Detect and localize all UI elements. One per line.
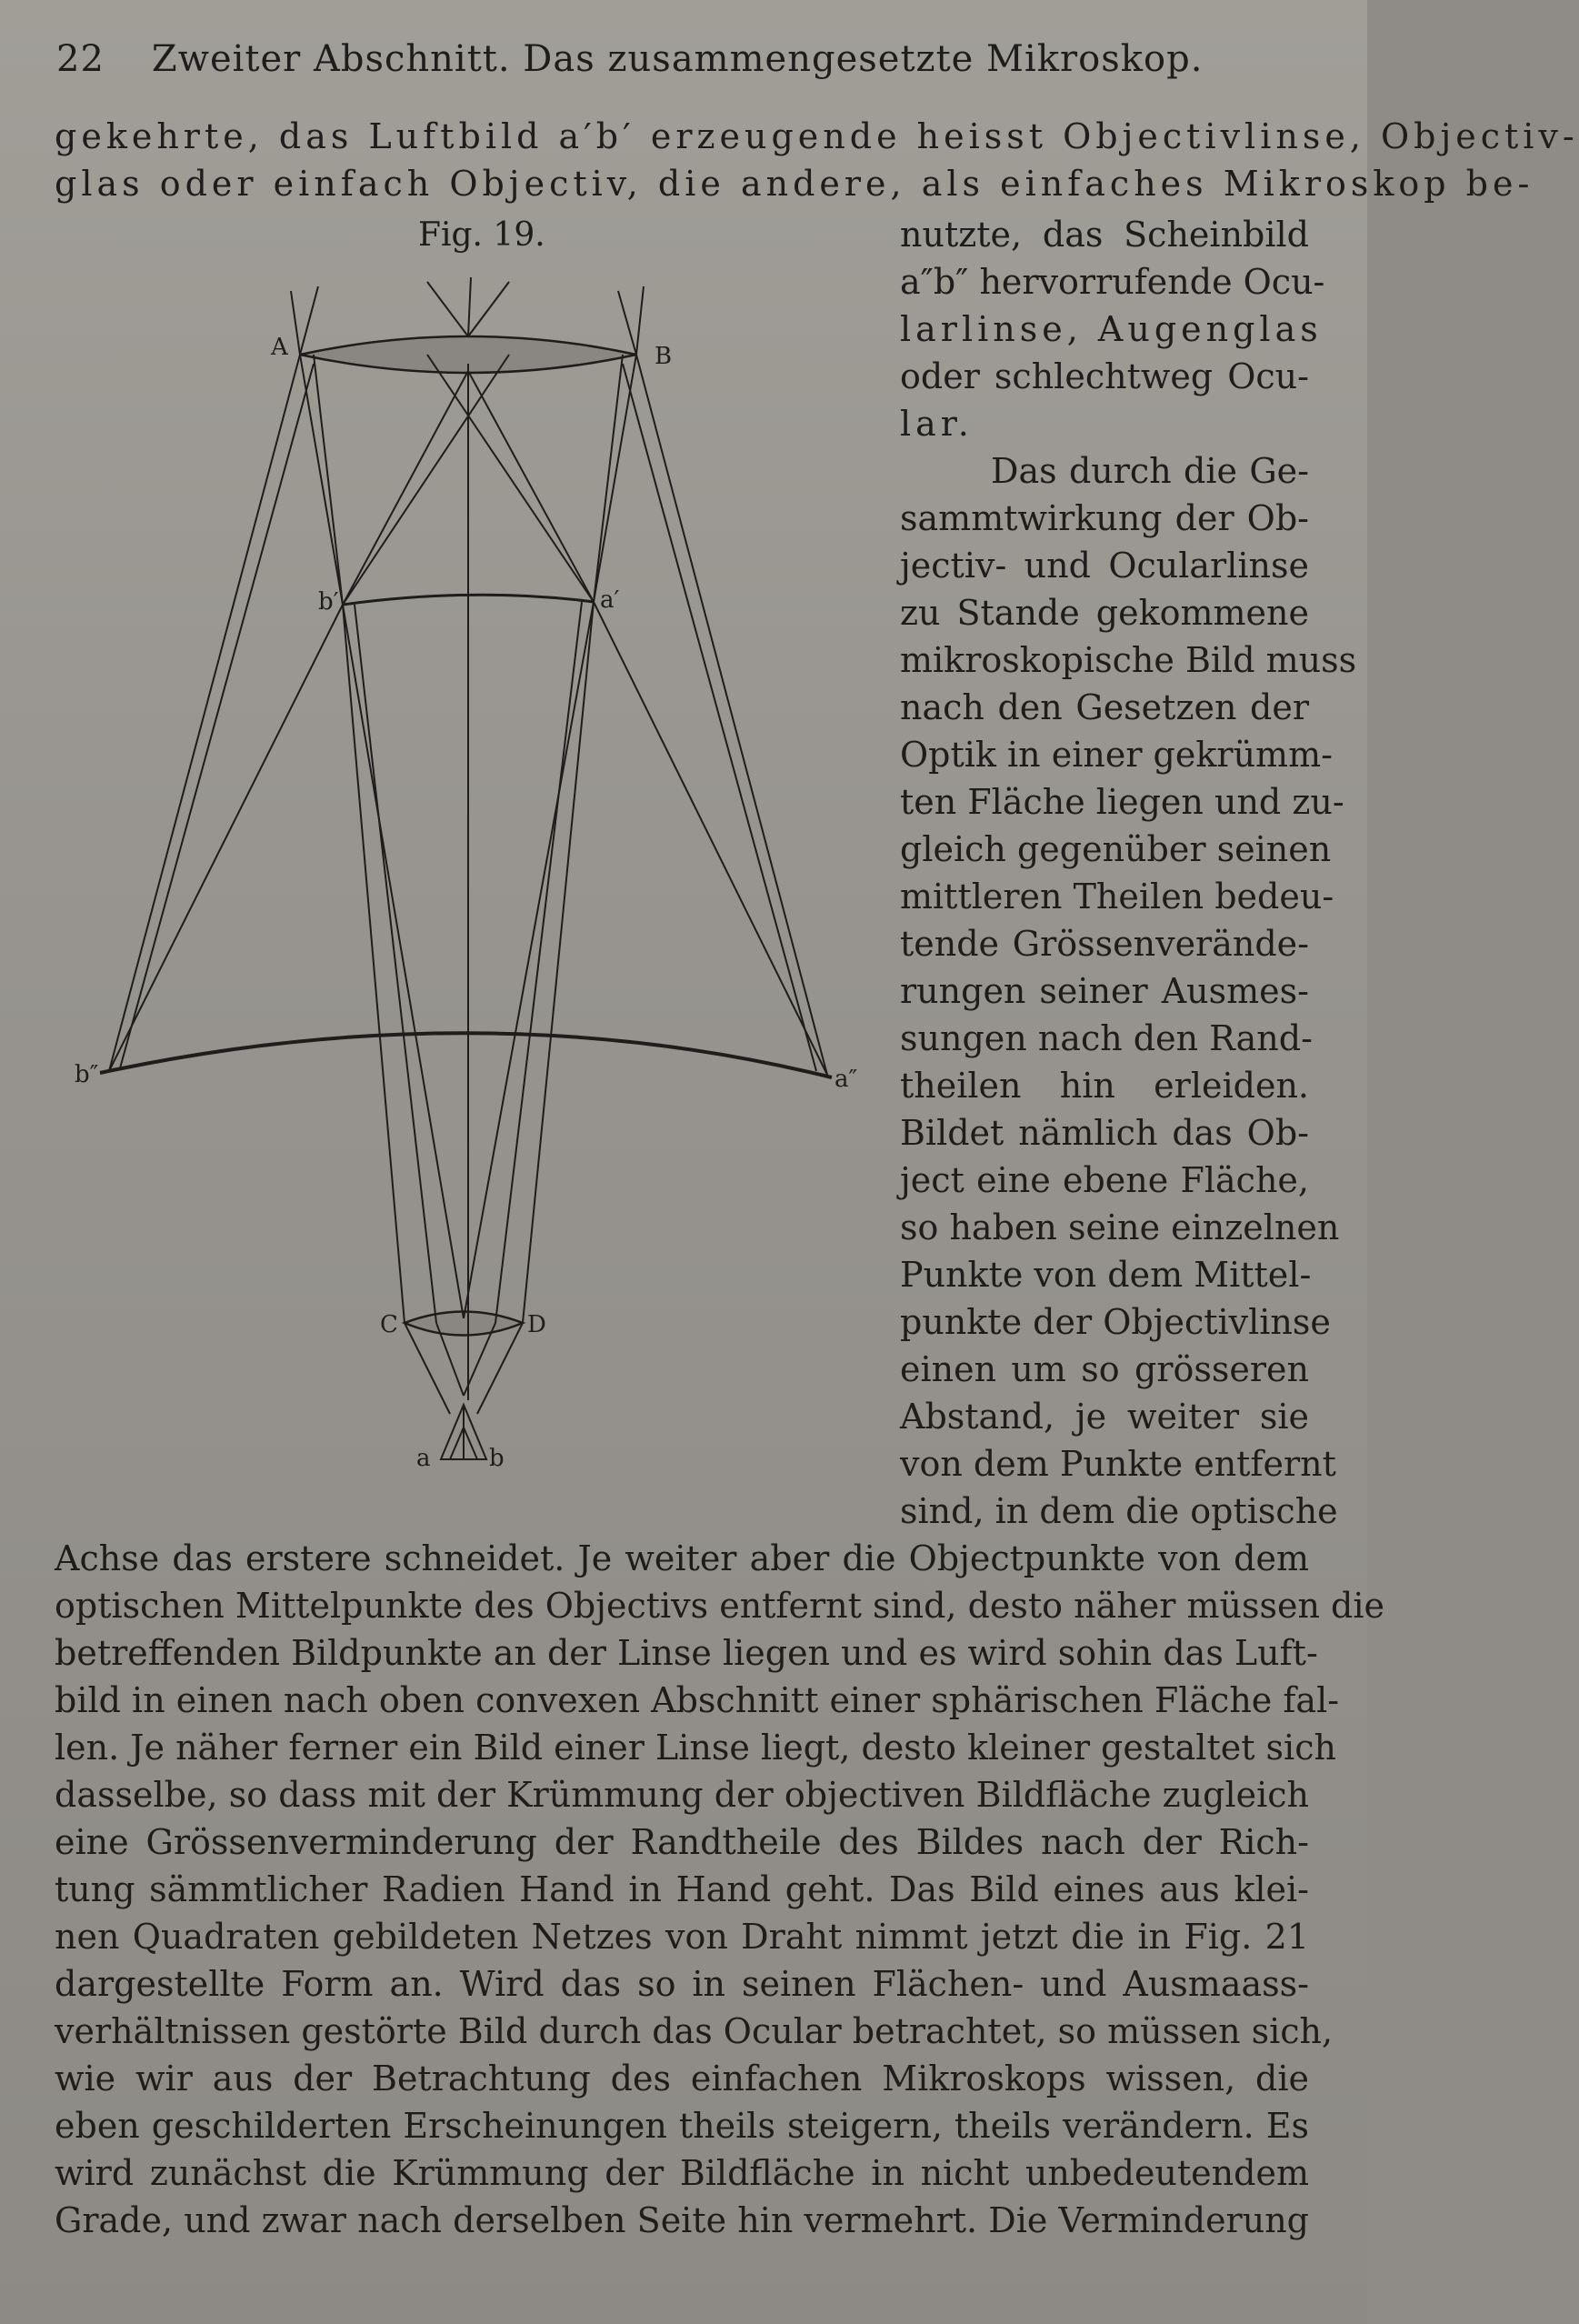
text-line: eine Grössenverminderung der Randtheile des Bildes nach der Rich- [55,1822,1309,1862]
text-line: bild in einen nach oben convexen Abschnitt einer sphärischen Fläche fal- [55,1680,1340,1720]
ray-diagram-svg [73,264,873,1482]
side-text-line: Bildet nämlich das Ob- [900,1113,1309,1153]
side-text-line: einen um so grösseren [900,1349,1309,1389]
text-line: dargestellte Form an. Wird das so in seinen Flächen- und Ausmaass- [55,1964,1309,2004]
side-text-line: Optik in einer gekrümm- [900,735,1333,775]
side-text-line: punkte der Objectivlinse [900,1302,1331,1342]
running-title: Zweiter Abschnitt. Das zusammengesetzte Mikroskop. [151,38,1204,80]
text-line: betreffenden Bildpunkte an der Linse liegen und es wird sohin das Luft- [55,1633,1318,1673]
label-b: b [489,1445,505,1472]
side-text-line: theilen hin erleiden. [900,1066,1309,1106]
virtual-image-curve [100,1033,832,1077]
text-line: wie wir aus der Betrachtung des einfachen Mikroskops wissen, die [55,2059,1309,2099]
text-line: wird zunächst die Krümmung der Bildfläche in nicht unbedeutendem [55,2153,1309,2193]
text-line: gekehrte, das Luftbild a′b′ erzeugende heisst Objectivlinse, Objectiv- [55,116,1579,156]
side-text-line: von dem Punkte entfernt [900,1444,1336,1484]
side-text-line: gleich gegenüber seinen [900,829,1332,869]
side-text-line: nutzte, das Scheinbild [900,215,1309,255]
side-text-line: so haben seine einzelnen [900,1207,1340,1247]
side-text-line: nach den Gesetzen der [900,687,1309,727]
label-a: a [416,1445,431,1472]
side-text-line: Abstand, je weiter sie [900,1397,1309,1437]
side-text-line: oder schlechtweg Ocu- [900,356,1309,396]
text-line: optischen Mittelpunkte des Objectivs entfernt sind, desto näher müssen die [55,1586,1384,1626]
side-text-line: zu Stande gekommene [900,593,1309,633]
text-line: tung sämmtlicher Radien Hand in Hand geht. Das Bild eines aus klei- [55,1869,1309,1909]
side-text-line: a″b″ hervorrufende Ocu- [900,262,1325,302]
side-text-line: sammtwirkung der Ob- [900,498,1309,538]
side-text-line: mittleren Theilen bedeu- [900,877,1334,917]
side-text-line: jectiv- und Ocularlinse [900,546,1309,586]
side-text-line: ten Fläche liegen und zu- [900,782,1344,822]
side-text-line: larlinse, Augenglas [900,309,1323,349]
text-line: Grade, und zwar nach derselben Seite hin vermehrt. Die Verminderung [55,2200,1309,2240]
text-line: len. Je näher ferner ein Bild einer Linse liegt, desto kleiner gestaltet sich [55,1728,1336,1768]
side-text-line: lar. [900,404,974,444]
text-line: glas oder einfach Objectiv, die andere, als einfaches Mikroskop be- [55,164,1534,204]
label-a-double-prime: a″ [834,1066,858,1093]
side-text-line: tende Grössenverände- [900,924,1309,964]
label-D: D [527,1311,546,1338]
side-text-line: mikroskopische Bild muss [900,640,1357,680]
label-a-prime: a′ [600,586,620,614]
side-text-line: Punkte von dem Mittel- [900,1255,1312,1295]
text-line: nen Quadraten gebildeten Netzes von Draht nimmt jetzt die in Fig. 21 [55,1917,1309,1957]
label-A: A [271,334,288,361]
side-text-line: rungen seiner Ausmes- [900,971,1309,1011]
text-line: Achse das erstere schneidet. Je weiter aber die Objectpunkte von dem [55,1538,1309,1578]
figure-microscope-ray-diagram [73,264,873,1486]
text-line: dasselbe, so dass mit der Krümmung der objectiven Bildfläche zugleich [55,1775,1309,1815]
side-text-line: sind, in dem die optische [900,1491,1338,1531]
side-text-line: sungen nach den Rand- [900,1018,1313,1058]
label-C: C [380,1311,398,1338]
text-line: eben geschilderten Erscheinungen theils steigern, theils verändern. Es [55,2106,1309,2146]
page-number: 22 [56,38,105,80]
label-b-double-prime: b″ [75,1061,99,1088]
text-line: verhältnissen gestörte Bild durch das Ocular betrachtet, so müssen sich, [55,2011,1334,2051]
label-b-prime: b′ [318,588,339,616]
figure-caption: Fig. 19. [418,216,545,254]
side-text-line: Das durch die Ge- [991,451,1309,491]
side-text-line: ject eine ebene Fläche, [900,1160,1309,1200]
page-header [56,38,1265,80]
label-B: B [655,343,673,370]
